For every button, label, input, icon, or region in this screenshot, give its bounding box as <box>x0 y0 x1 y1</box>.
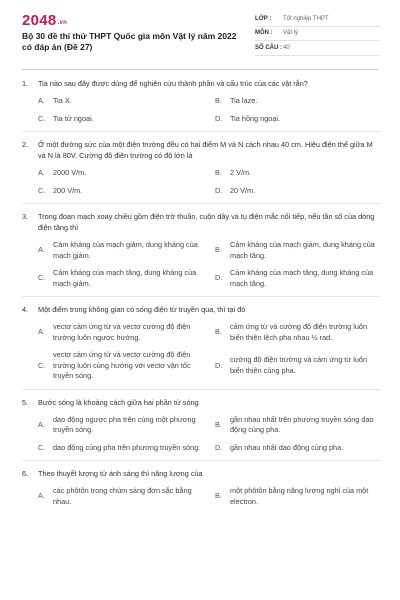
option-letter: D. <box>215 360 223 370</box>
header-divider <box>22 69 378 70</box>
option-text: 2 V/m. <box>230 168 252 177</box>
answer-options <box>22 240 380 289</box>
option-text: Tia laze. <box>230 96 258 105</box>
answer-options <box>22 168 380 196</box>
option-letter: C. <box>38 360 46 370</box>
meta-key: LỚP : <box>255 15 272 22</box>
option-text: vectơ cảm ứng từ và vectơ cường độ điện trường luôn ngược hướng. <box>53 322 191 342</box>
question-stem <box>22 468 380 479</box>
answer-option[interactable] <box>215 350 380 382</box>
question-1 <box>22 78 380 132</box>
option-text: Tia tử ngoại. <box>53 113 94 123</box>
question-stem <box>22 397 380 408</box>
option-text: 200 V/m. <box>53 185 83 195</box>
question-text: Bước sóng là khoảng cách giữa hai phần tử sóng <box>38 397 199 407</box>
meta-table <box>255 12 380 56</box>
question-5 <box>22 397 380 462</box>
answer-option[interactable] <box>215 186 380 197</box>
option-letter: B. <box>215 327 222 337</box>
answer-option[interactable] <box>215 114 380 125</box>
question-text: Tia nào sau đây được dùng để nghiên cứu thành phần và cấu trúc của các vật rắn? <box>38 79 308 88</box>
meta-row-class <box>255 12 380 27</box>
option-letter: C. <box>38 442 46 452</box>
question-stem <box>22 304 380 315</box>
option-letter: A. <box>38 419 45 429</box>
meta-value: Tốt nghiệp THPT <box>283 15 329 22</box>
option-text: vectơ cảm ứng từ và vectơ cường độ điện trường luôn cùng hướng với vectơ vận tốc truyền sóng. <box>53 350 191 380</box>
option-text: Tia hồng ngoại. <box>230 113 281 123</box>
meta-value: Vật lý <box>283 30 299 37</box>
question-list <box>22 78 380 521</box>
option-letter: B. <box>215 168 222 177</box>
question-number: 4. <box>22 305 29 314</box>
answer-option[interactable] <box>38 350 203 382</box>
option-text: cảm ứng từ và cường độ điện trường luôn biến thiên lệch pha nhau ½ rad. <box>230 322 368 342</box>
meta-key: SỐ CÂU : <box>255 44 282 51</box>
answer-options <box>22 415 380 454</box>
answer-option[interactable] <box>215 268 380 289</box>
option-text: các phôtôn trong chùm sáng đơn sắc bằng nhau. <box>53 486 192 506</box>
meta-row-count <box>255 41 380 56</box>
meta-key: MÔN : <box>255 30 273 37</box>
question-4 <box>22 304 380 390</box>
option-letter: B. <box>215 491 222 501</box>
question-stem <box>22 211 380 233</box>
question-stem <box>22 139 380 161</box>
question-number: 6. <box>22 469 29 478</box>
option-text: 2000 V/m. <box>53 168 87 177</box>
option-text: dao động cùng pha trên phương truyền sóng. <box>53 442 201 452</box>
question-6 <box>22 468 380 514</box>
option-letter: A. <box>38 245 45 255</box>
option-letter: A. <box>38 96 45 105</box>
answer-option[interactable] <box>215 443 380 454</box>
option-letter: B. <box>215 96 222 105</box>
site-logo[interactable] <box>22 12 67 29</box>
question-stem <box>22 78 380 89</box>
option-text: Cảm kháng của mạch tăng, dung kháng của mạch giảm. <box>53 268 197 288</box>
option-letter: B. <box>215 245 222 255</box>
option-letter: B. <box>215 419 222 429</box>
answer-option[interactable] <box>38 96 203 107</box>
answer-option[interactable] <box>215 322 380 343</box>
document-title: Bộ 30 đề thi thử THPT Quốc gia môn Vật lý năm 2022 có đáp án (Đề 27) <box>22 31 237 52</box>
answer-option[interactable] <box>215 168 380 179</box>
meta-row-subject <box>255 27 380 42</box>
option-letter: A. <box>38 491 45 501</box>
option-text: Cảm kháng của mạch giảm, dung kháng của mạch giảm. <box>53 240 198 260</box>
question-number: 5. <box>22 397 29 407</box>
question-number: 3. <box>22 212 29 221</box>
logo-tld: .vn <box>57 20 68 26</box>
option-letter: D. <box>215 273 223 283</box>
question-number: 2. <box>22 140 29 149</box>
option-text: gần nhau nhất trên phương truyền sóng dao động cùng pha. <box>230 414 374 434</box>
question-text: Theo thuyết lượng tử ánh sáng thì năng lượng của <box>38 469 203 478</box>
option-letter: C. <box>38 185 46 195</box>
option-letter: C. <box>38 273 46 283</box>
answer-option[interactable] <box>38 268 203 289</box>
option-text: 20 V/m. <box>230 185 256 195</box>
question-text: Một điểm trong không gian có sóng điện từ truyền qua, thì tại đó <box>38 305 246 314</box>
meta-value: 40 <box>283 44 290 51</box>
answer-option[interactable] <box>38 443 203 454</box>
question-3 <box>22 211 380 297</box>
answer-option[interactable] <box>215 96 380 107</box>
option-letter: D. <box>215 185 223 195</box>
answer-options <box>22 322 380 382</box>
question-text: Ở một đường sức của một điện trường đều có hai điểm M và N cách nhau 40 cm. Hiệu điện thế giữa M và N là 80V. Cường độ điện trường có độ lớn là <box>38 140 373 160</box>
option-text: cường độ điện trường và cảm ứng từ luôn biến thiên cùng pha. <box>230 355 368 375</box>
option-letter: D. <box>215 113 223 123</box>
answer-option[interactable] <box>215 240 380 261</box>
answer-option[interactable] <box>38 240 203 261</box>
option-text: Tia X. <box>53 96 72 105</box>
option-letter: A. <box>38 327 45 337</box>
answer-option[interactable] <box>38 486 203 507</box>
answer-option[interactable] <box>38 415 203 436</box>
option-letter: A. <box>38 168 45 177</box>
option-text: Cảm kháng của mạch tăng, dung kháng của mạch tăng. <box>230 268 374 288</box>
document-header <box>0 0 400 66</box>
answer-option[interactable] <box>38 322 203 343</box>
logo-name: 2048 <box>22 12 57 29</box>
question-2 <box>22 139 380 204</box>
answer-option[interactable] <box>215 415 380 436</box>
option-text: gần nhau nhất dao động cùng pha. <box>230 442 344 452</box>
option-text: một phôtôn bằng năng lượng nghỉ của một electron. <box>230 486 369 506</box>
option-text: Cảm kháng của mạch giảm, dung kháng của mạch tăng. <box>230 240 375 260</box>
answer-option[interactable] <box>38 114 203 125</box>
option-letter: D. <box>215 442 223 452</box>
answer-option[interactable] <box>215 486 380 507</box>
option-text: dao động ngược pha trên cùng một phương truyền sóng. <box>53 414 196 434</box>
answer-option[interactable] <box>38 168 203 179</box>
question-text: Trong đoạn mạch xoay chiều gồm điện trở thuần, cuộn dây và tụ điện mắc nối tiếp, nếu tần số của dòng điện tăng thì <box>38 212 375 232</box>
option-letter: C. <box>38 113 46 123</box>
question-number: 1. <box>22 79 29 88</box>
answer-options <box>22 486 380 507</box>
answer-option[interactable] <box>38 186 203 197</box>
answer-options <box>22 96 380 124</box>
